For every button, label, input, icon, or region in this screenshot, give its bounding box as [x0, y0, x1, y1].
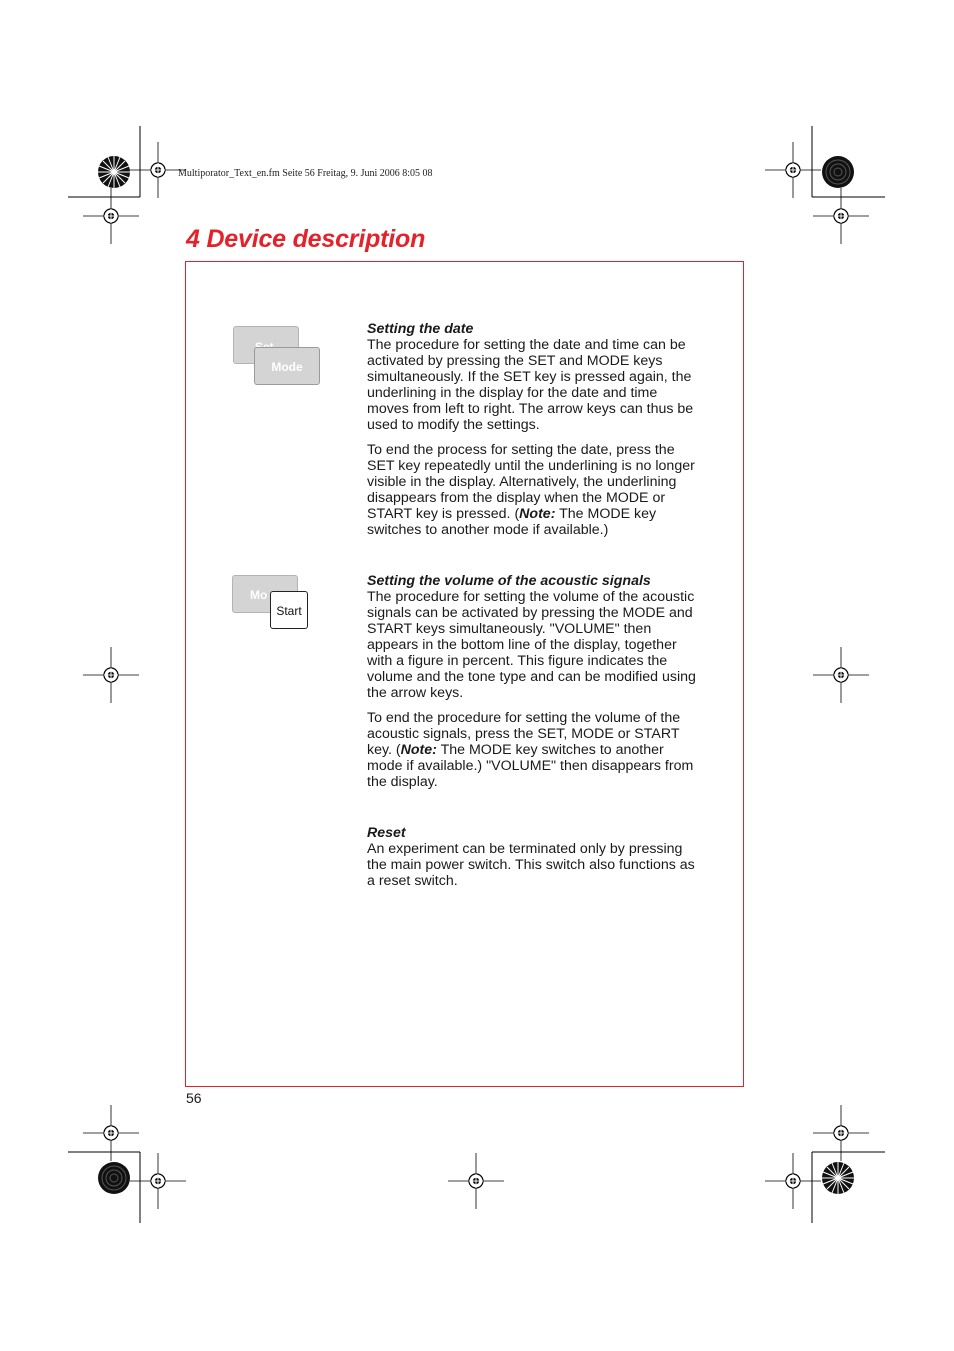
paragraph: The procedure for setting the date and time can be activated by pressing the SET and MODE keys simultaneously. If the SET key is pressed again, the underlining in the display for the date and time moves from left to right. The arrow keys can thus be used to modify the settings. — [367, 337, 694, 433]
note-label: Note: — [400, 742, 437, 758]
paragraph: The procedure for setting the volume of the acoustic signals can be activated by pressing the MODE and START keys simultaneously. "VOLUME" then appears in the bottom line of the display, together with a figure in percent. This figure indicates the volume and the tone type and can be modified using the arrow keys. — [367, 589, 696, 701]
chapter-title: 4 Device description — [186, 225, 426, 253]
file-header-line: Multiporator_Text_en.fm Seite 56 Freitag, 9. Juni 2006 8:05 08 — [178, 168, 433, 179]
section-setting-date — [367, 321, 702, 538]
section-reset — [367, 825, 702, 889]
mode-key-illustration: Mode — [254, 347, 320, 385]
paragraph: An experiment can be terminated only by pressing the main power switch. This switch also functions as a reset switch. — [367, 841, 695, 889]
section-heading: Setting the volume of the acoustic signals — [367, 573, 651, 589]
section-heading: Reset — [367, 825, 406, 841]
text-run: The MODE key switches to another mode if available.) "VOLUME" then disappears from the display. — [367, 742, 694, 790]
mode-key-illustration-2: Mo — [232, 575, 298, 613]
text-run: To end the procedure for setting the volume of the acoustic signals, press the SET, MODE or START key. ( — [367, 710, 681, 758]
section-setting-volume — [367, 573, 702, 790]
start-key-illustration: Start — [270, 591, 308, 629]
text-run: The MODE key switches to another mode if available.) — [367, 506, 657, 538]
text-run: To end the process for setting the date, press the SET key repeatedly until the underlining is no longer visible in the display. Alternatively, the underlining disappears from the display when the MODE or START key is pressed. ( — [367, 442, 695, 522]
note-label: Note: — [519, 506, 556, 522]
section-heading: Setting the date — [367, 321, 474, 337]
paragraph — [367, 442, 702, 538]
paragraph — [367, 710, 702, 790]
page-number: 56 — [186, 1090, 202, 1106]
